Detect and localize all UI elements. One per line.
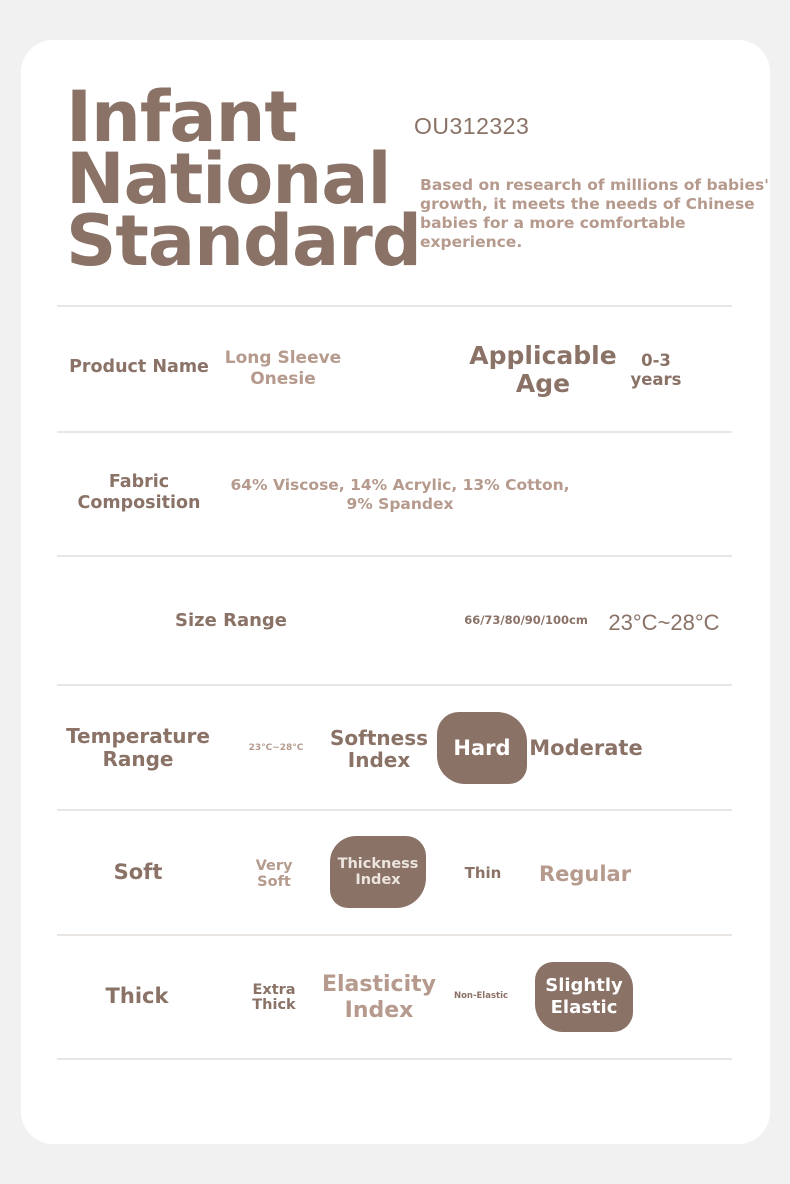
product-name-label: Product Name	[69, 357, 209, 377]
divider	[57, 809, 732, 811]
temperature-range-label: Temperature Range	[66, 724, 210, 771]
divider	[57, 431, 732, 433]
softness-option-moderate: Moderate	[529, 736, 643, 760]
thickness-option-thick: Thick	[105, 984, 169, 1008]
product-name-value: Long Sleeve Onesie	[224, 348, 342, 389]
description: Based on research of millions of babies' growth, it meets the needs of Chinese babies for a more comfortable experience.	[420, 176, 769, 251]
temperature-value-large: 23°C~28°C	[608, 610, 720, 635]
elasticity-index-label: Elasticity Index	[321, 972, 436, 1023]
title-line-3: Standard	[66, 200, 421, 282]
thickness-index-label: Thickness Index	[330, 836, 426, 908]
size-range-value: 66/73/80/90/100cm	[464, 613, 588, 627]
applicable-age-value: 0-3 years	[630, 351, 682, 389]
divider	[57, 684, 732, 686]
applicable-age-label: Applicable Age	[469, 341, 617, 398]
size-range-label: Size Range	[175, 609, 287, 631]
divider	[57, 555, 732, 557]
fabric-composition-label: Fabric Composition	[77, 472, 201, 513]
thickness-option-extra-thick: Extra Thick	[252, 982, 296, 1013]
title-line-1: Infant	[66, 76, 297, 158]
softness-option-soft: Soft	[113, 860, 163, 884]
title-line-2: National	[66, 138, 391, 220]
thickness-option-regular: Regular	[538, 862, 632, 886]
divider	[57, 934, 732, 936]
temperature-range-value: 23°C~28°C	[248, 743, 304, 753]
fabric-composition-value: 64% Viscose, 14% Acrylic, 13% Cotton, 9% Spandex	[230, 476, 570, 513]
thickness-option-thin: Thin	[464, 864, 502, 882]
divider	[57, 1058, 732, 1060]
elasticity-selected-slightly-elastic: Slightly Elastic	[535, 962, 633, 1032]
page-title	[66, 76, 421, 282]
softness-option-very-soft: Very Soft	[255, 858, 293, 890]
divider	[57, 305, 732, 307]
softness-selected-hard: Hard	[437, 712, 527, 784]
elasticity-option-non-elastic: Non-Elastic	[453, 991, 509, 1001]
product-code: OU312323	[414, 113, 530, 139]
softness-index-label: Softness Index	[329, 726, 429, 772]
